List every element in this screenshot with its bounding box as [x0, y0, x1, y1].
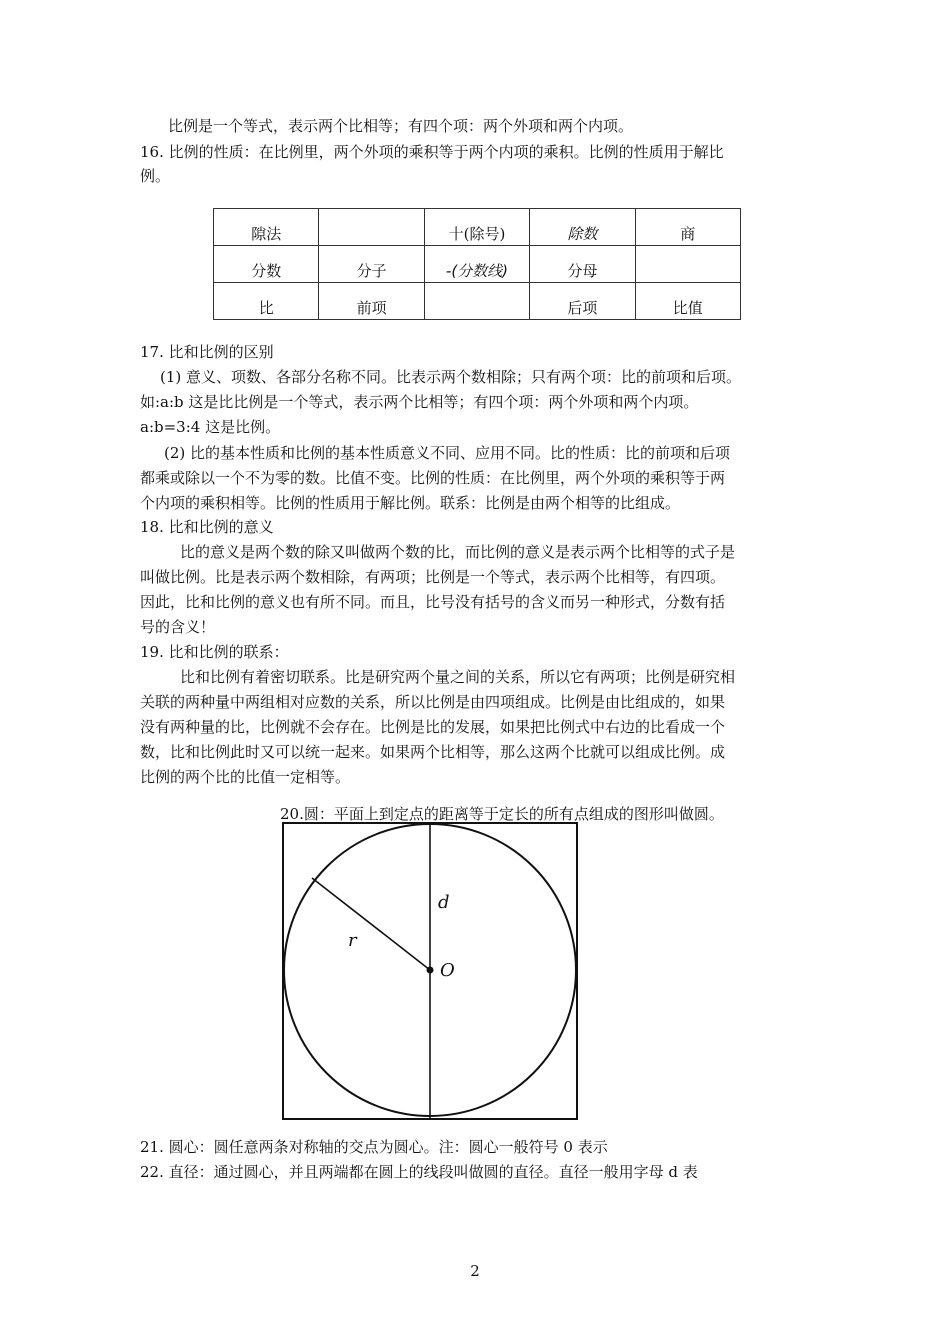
page-number: 2 — [470, 1262, 480, 1280]
table-cell: 商 — [635, 209, 740, 246]
item-17-1-line-1: (1) 意义、项数、各部分名称不同。比表示两个数相除；只有两个项：比的前项和后项。 — [160, 368, 742, 386]
table-cell: 分母 — [530, 246, 635, 283]
table-cell: 分数 — [214, 246, 319, 283]
item-19-line-3: 没有两种量的比，比例就不会存在。比例是比的发展，如果把比例式中右边的比看成一个 — [140, 718, 726, 736]
center-point — [427, 967, 434, 974]
table-cell — [319, 209, 424, 246]
table-row — [214, 209, 741, 246]
table-cell: 比 — [214, 283, 319, 320]
heading-18: 18. 比和比例的意义 — [140, 518, 274, 536]
table-cell: 前项 — [319, 283, 424, 320]
item-18-line-4: 号的含义！ — [140, 618, 216, 636]
radius-label: r — [348, 930, 357, 951]
item-16-line-2: 例。 — [140, 167, 171, 185]
table-row — [214, 246, 741, 283]
table-cell: 除数 — [530, 209, 635, 246]
table-cell: 分子 — [319, 246, 424, 283]
item-16-line-1: 16. 比例的性质：在比例里，两个外项的乘积等于两个内项的乘积。比例的性质用于解比 — [140, 143, 724, 161]
item-18-line-3: 因此，比和比例的意义也有所不同。而且，比号没有括号的含义而另一种形式，分数有括 — [140, 593, 726, 611]
diameter-label: d — [438, 892, 450, 913]
item-17-2-line-2: 都乘或除以一个不为零的数。比值不变。比例的性质：在比例里，两个外项的乘积等于两 — [140, 469, 726, 487]
item-19-line-2: 关联的两种量中两组相对应数的关系，所以比例是由四项组成。比例是由比组成的，如果 — [140, 693, 726, 711]
table-cell — [635, 246, 740, 283]
center-label: O — [440, 960, 455, 981]
item-17-1-line-3: a:b=3:4 这是比例。 — [140, 418, 281, 436]
table-row — [214, 283, 741, 320]
heading-17: 17. 比和比例的区别 — [140, 343, 274, 361]
heading-19: 19. 比和比例的联系： — [140, 643, 289, 661]
item-18-line-2: 叫做比例。比是表示两个数相除，有两项；比例是一个等式，表示两个比相等，有四项。 — [140, 568, 726, 586]
item-18-line-1: 比的意义是两个数的除又叫做两个数的比，而比例的意义是表示两个比相等的式子是 — [180, 543, 736, 561]
item-19-line-5: 比例的两个比的比值一定相等。 — [140, 768, 351, 786]
comparison-table — [213, 208, 741, 320]
table-cell: -(分数线) — [424, 246, 529, 283]
table-cell: 十(除号) — [424, 209, 529, 246]
table-cell: 比值 — [635, 283, 740, 320]
table-cell — [424, 283, 529, 320]
paragraph-proportion-definition: 比例是一个等式，表示两个比相等；有四个项：两个外项和两个内项。 — [168, 117, 634, 135]
radius-line — [312, 878, 430, 970]
item-22: 22. 直径：通过圆心，并且两端都在圆上的线段叫做圆的直径。直径一般用字母 d 表 — [140, 1163, 698, 1181]
item-19-line-1: 比和比例有着密切联系。比是研究两个量之间的关系，所以它有两项；比例是研究相 — [180, 668, 736, 686]
item-19-line-4: 数，比和比例此时又可以统一起来。如果两个比相等，那么这两个比就可以组成比例。成 — [140, 743, 726, 761]
circle-diagram — [282, 822, 578, 1120]
circle-definition-heading: 20.圆：平面上到定点的距离等于定长的所有点组成的图形叫做圆。 — [280, 805, 724, 823]
item-17-2-line-1: (2) 比的基本性质和比例的基本性质意义不同、应用不同。比的性质：比的前项和后项 — [164, 444, 731, 462]
item-21: 21. 圆心：圆任意两条对称轴的交点为圆心。注：圆心一般符号 0 表示 — [140, 1138, 608, 1156]
item-17-2-line-3: 个内项的乘积相等。比例的性质用于解比例。联系：比例是由两个相等的比组成。 — [140, 494, 681, 512]
item-17-1-line-2: 如:a:b 这是比比例是一个等式，表示两个比相等；有四个项：两个外项和两个内项。 — [140, 393, 699, 411]
table-cell: 后项 — [530, 283, 635, 320]
table-cell: 隙法 — [214, 209, 319, 246]
